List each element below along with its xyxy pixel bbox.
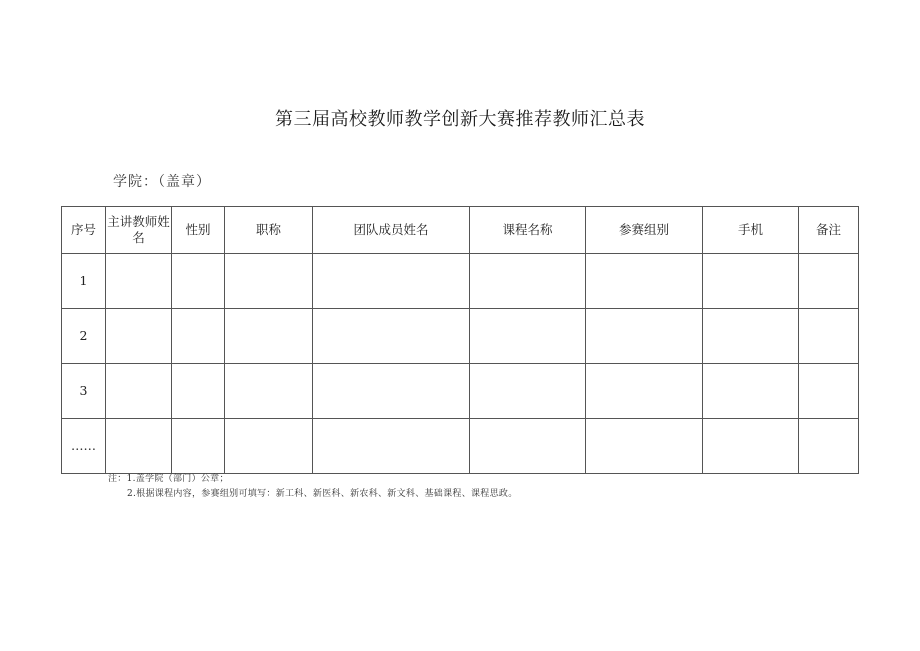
cell-remarks[interactable]: [799, 254, 859, 309]
table-header-row: [62, 207, 859, 254]
header-phone: 手机: [703, 207, 799, 254]
cell-remarks[interactable]: [799, 419, 859, 474]
cell-lead-teacher[interactable]: [106, 419, 172, 474]
header-title: 职称: [225, 207, 313, 254]
cell-team-members[interactable]: [313, 419, 470, 474]
header-index: 序号: [62, 207, 106, 254]
header-gender: 性别: [172, 207, 225, 254]
page-title: 第三届高校教师教学创新大赛推荐教师汇总表: [275, 109, 645, 130]
header-lead-teacher: 主讲教师姓名: [106, 207, 172, 254]
college-stamp-line: 学院：（盖章）: [113, 174, 211, 190]
cell-team-members[interactable]: [313, 309, 470, 364]
note-line-1: 注：1.盖学院（部门）公章；: [108, 474, 229, 484]
cell-gender[interactable]: [172, 254, 225, 309]
cell-title[interactable]: [225, 254, 313, 309]
table-row: [62, 419, 859, 474]
row-index: 3: [62, 364, 106, 419]
row-index: 1: [62, 254, 106, 309]
cell-phone[interactable]: [703, 419, 799, 474]
note-line-2: 2.根据课程内容，参赛组别可填写：新工科、新医科、新农科、新文科、基础课程、课程思政。: [127, 489, 518, 499]
row-index: 2: [62, 309, 106, 364]
cell-remarks[interactable]: [799, 364, 859, 419]
cell-course-name[interactable]: [470, 419, 586, 474]
header-group: 参赛组别: [586, 207, 703, 254]
footnotes: [108, 472, 518, 502]
cell-lead-teacher[interactable]: [106, 254, 172, 309]
cell-phone[interactable]: [703, 364, 799, 419]
cell-phone[interactable]: [703, 254, 799, 309]
table-row: [62, 309, 859, 364]
cell-phone[interactable]: [703, 309, 799, 364]
cell-group[interactable]: [586, 309, 703, 364]
table-row: [62, 254, 859, 309]
cell-group[interactable]: [586, 254, 703, 309]
cell-course-name[interactable]: [470, 364, 586, 419]
header-remarks: 备注: [799, 207, 859, 254]
cell-title[interactable]: [225, 419, 313, 474]
cell-group[interactable]: [586, 419, 703, 474]
cell-title[interactable]: [225, 309, 313, 364]
cell-team-members[interactable]: [313, 254, 470, 309]
cell-gender[interactable]: [172, 364, 225, 419]
header-team-members: 团队成员姓名: [313, 207, 470, 254]
cell-title[interactable]: [225, 364, 313, 419]
header-course-name: 课程名称: [470, 207, 586, 254]
cell-gender[interactable]: [172, 419, 225, 474]
summary-table: [61, 206, 859, 474]
cell-remarks[interactable]: [799, 309, 859, 364]
cell-lead-teacher[interactable]: [106, 364, 172, 419]
cell-lead-teacher[interactable]: [106, 309, 172, 364]
table-row: [62, 364, 859, 419]
cell-course-name[interactable]: [470, 309, 586, 364]
cell-team-members[interactable]: [313, 364, 470, 419]
cell-gender[interactable]: [172, 309, 225, 364]
row-index: ……: [62, 419, 106, 474]
cell-group[interactable]: [586, 364, 703, 419]
cell-course-name[interactable]: [470, 254, 586, 309]
